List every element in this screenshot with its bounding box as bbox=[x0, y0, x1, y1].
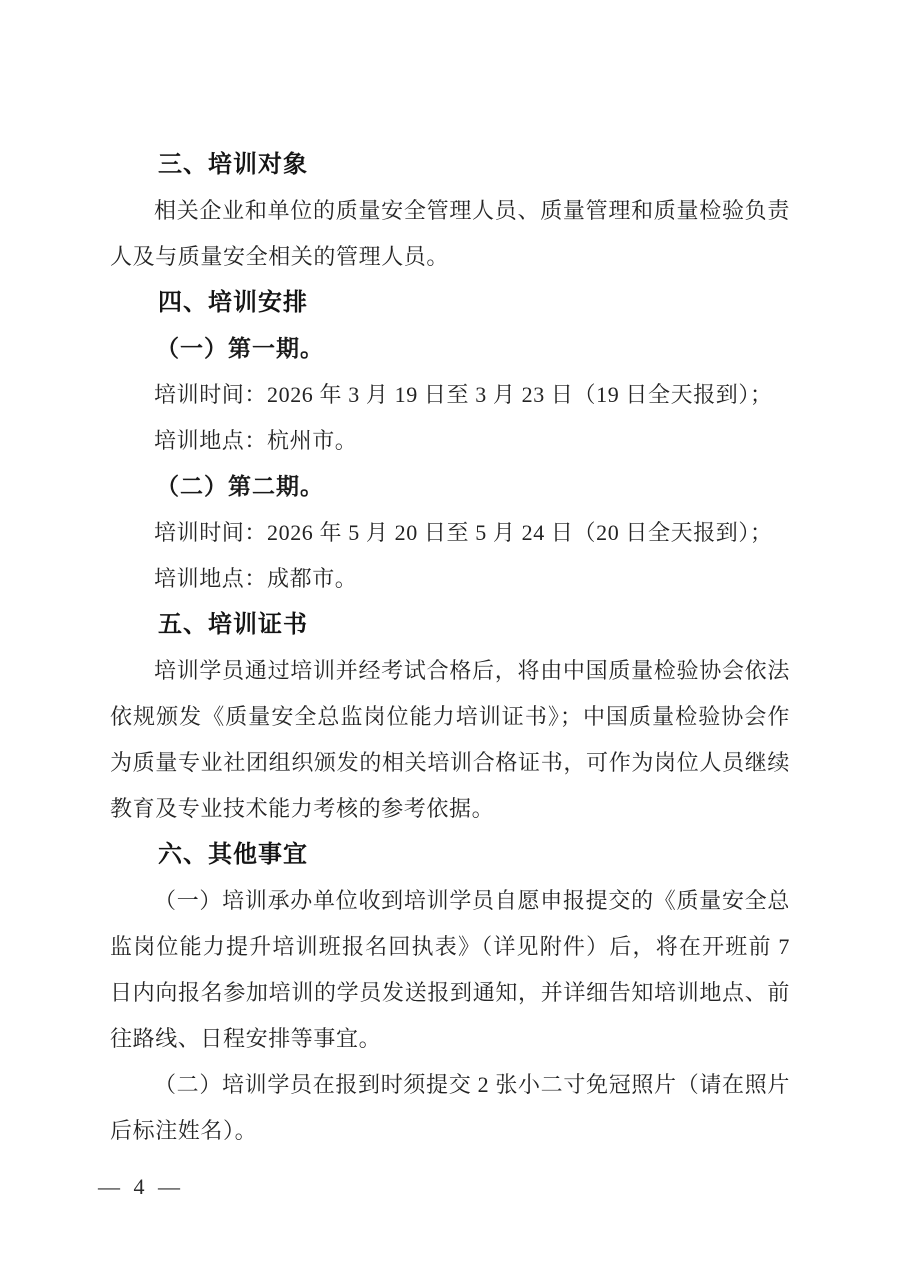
line-session2-time: 培训时间：2026 年 5 月 20 日至 5 月 24 日（20 日全天报到）； bbox=[154, 520, 773, 545]
line-session1-location: 培训地点：杭州市。 bbox=[154, 428, 358, 453]
heading-training-schedule: 四、培训安排 bbox=[158, 289, 308, 316]
heading-other-matters: 六、其他事宜 bbox=[158, 841, 308, 868]
document-body bbox=[110, 142, 790, 1154]
para-training-targets: 相关企业和单位的质量安全管理人员、质量管理和质量检验负责人及与质量安全相关的管理人员。 bbox=[110, 198, 790, 269]
subheading-session-2: （二）第二期。 bbox=[156, 474, 324, 499]
page-number: — 4 — bbox=[98, 1174, 184, 1199]
heading-training-targets: 三、培训对象 bbox=[158, 151, 308, 178]
line-session2-location: 培训地点：成都市。 bbox=[154, 566, 358, 591]
para-other-matters-1: （一）培训承办单位收到培训学员自愿申报提交的《质量安全总监岗位能力提升培训班报名回执表》（详见附件）后，将在开班前 7 日内向报名参加培训的学员发送报到通知，并详细告知培训地点、前往路线、日程安排等事宜。 bbox=[110, 888, 790, 1051]
subheading-session-1: （一）第一期。 bbox=[156, 336, 324, 361]
para-training-certificate: 培训学员通过培训并经考试合格后，将由中国质量检验协会依法依规颁发《质量安全总监岗位能力培训证书》；中国质量检验协会作为质量专业社团组织颁发的相关培训合格证书，可作为岗位人员继续教育及专业技术能力考核的参考依据。 bbox=[110, 658, 790, 821]
line-session1-time: 培训时间：2026 年 3 月 19 日至 3 月 23 日（19 日全天报到）； bbox=[154, 382, 773, 407]
heading-training-certificate: 五、培训证书 bbox=[158, 611, 308, 638]
para-other-matters-2: （二）培训学员在报到时须提交 2 张小二寸免冠照片（请在照片后标注姓名）。 bbox=[110, 1072, 790, 1143]
